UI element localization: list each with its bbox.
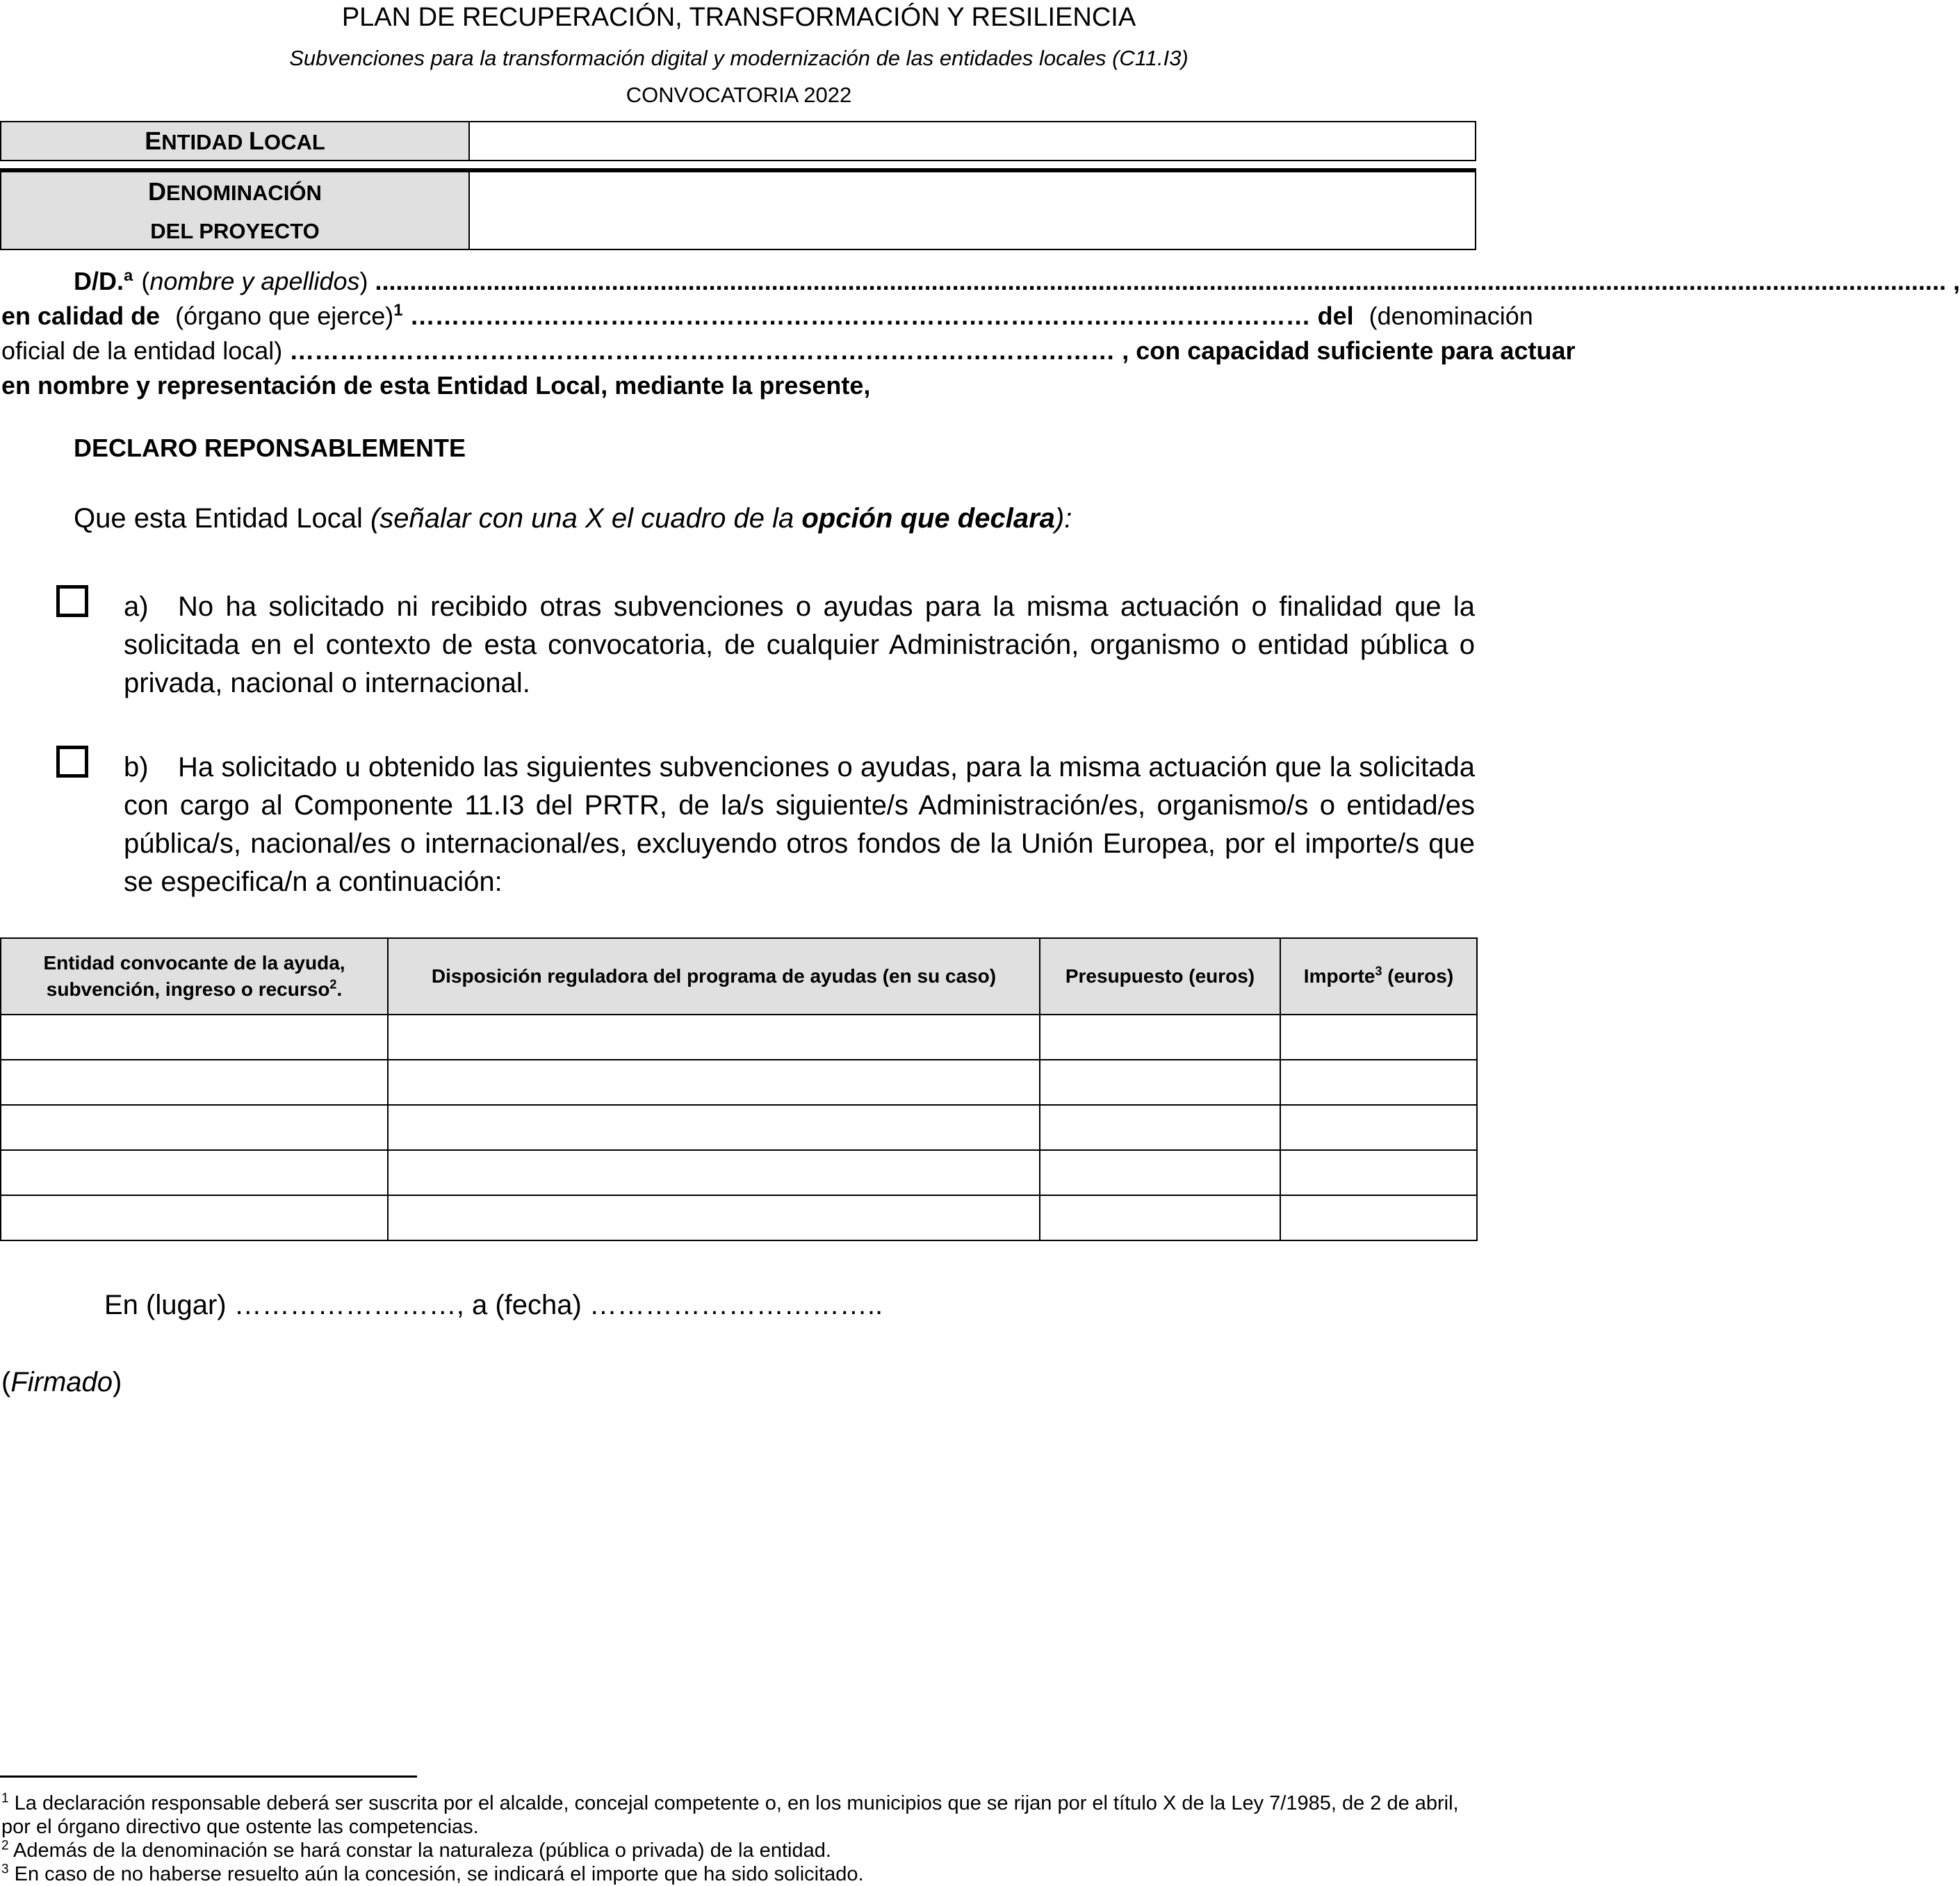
table-cell[interactable] <box>1040 1060 1280 1105</box>
place-date-line[interactable]: En (lugar) ……………………, a (fecha) ………………………….. <box>104 1290 883 1320</box>
table-cell[interactable] <box>1280 1150 1477 1195</box>
table-cell[interactable] <box>1280 1195 1477 1240</box>
table-row <box>1 1105 1477 1150</box>
intro-line-4: en nombre y representación de esta Entidad Local, mediante la presente, <box>1 371 871 400</box>
name-fill-line[interactable]: .................................................................................................................................................................................................................................. <box>375 267 1946 295</box>
column-header-entidad: Entidad convocante de la ayuda, subvención, ingreso o recurso$^2$. <box>1 938 388 1015</box>
table-cell[interactable] <box>388 1015 1040 1060</box>
footnote-separator <box>0 1776 417 1778</box>
table-cell[interactable] <box>1280 1060 1477 1105</box>
intro-line-1: D/D.ª (nombre y apellidos) .................................................................................................................................................................................................................................. , <box>1 264 1475 299</box>
table-row <box>1 1150 1477 1195</box>
table-cell[interactable] <box>1 1195 388 1240</box>
entidad-fill-line[interactable]: ……………………………………………………………………………………… <box>289 336 1116 365</box>
table-header-row <box>1 938 1477 1015</box>
table-cell[interactable] <box>1040 1195 1280 1240</box>
table-cell[interactable] <box>1280 1015 1477 1060</box>
document-title: PLAN DE RECUPERACIÓN, TRANSFORMACIÓN Y RESILIENCIA <box>341 3 1136 32</box>
aid-table <box>0 937 1478 1241</box>
table-cell[interactable] <box>388 1105 1040 1150</box>
option-b-text: b) Ha solicitado u obtenido las siguientes subvenciones o ayudas, para la misma actuación que la solicitada con cargo al Componente 11.I3 del PRTR, de la/s siguiente/s Administración/es, organismo/s o entidad/es pública/s, nacional/es o internacional/es, excluyendo otros fondos de la Unión Europea, por el importe/s que se especifica/n a continuación: <box>124 752 1475 897</box>
entidad-local-label: ENTIDAD LOCAL <box>1 122 470 160</box>
declaro-heading: DECLARO REPONSABLEMENTE <box>74 434 466 462</box>
footnotes <box>1 1791 1475 1886</box>
table-cell[interactable] <box>388 1150 1040 1195</box>
intro-paragraph <box>1 264 1960 403</box>
signature-label: (Firmado) <box>1 1367 122 1397</box>
column-header-presupuesto: Presupuesto (euros) <box>1040 938 1280 1015</box>
convocatoria-label: CONVOCATORIA 2022 <box>626 83 852 107</box>
option-a-text: a) No ha solicitado ni recibido otras subvenciones o ayudas para la misma actuación o finalidad que la solicitada en el contexto de esta convocatoria, de cualquier Administración, organismo o entidad pública o privada, nacional o internacional. <box>124 591 1475 698</box>
table-cell[interactable] <box>1 1015 388 1060</box>
table-cell[interactable] <box>1 1105 388 1150</box>
entidad-local-field[interactable] <box>471 122 1475 160</box>
column-header-importe: Importe$^3$ (euros) <box>1280 938 1477 1015</box>
footnote-2: $^2$ Además de la denominación se hará constar la naturaleza (pública o privada) de la entidad. <box>1 1838 831 1862</box>
table-cell[interactable] <box>1280 1105 1477 1150</box>
footnote-1: $^1$ La declaración responsable deberá ser suscrita por el alcalde, concejal competente o, en los municipios que se rijan por el título X de la Ley 7/1985, de 2 de abril, por el órgano directivo que ostente las competencias. <box>1 1791 1459 1838</box>
table-cell[interactable] <box>1 1150 388 1195</box>
intro-line-3: oficial de la entidad local) ……………………………………………………………………………………… , con capacidad suficiente para actuar <box>1 334 1475 368</box>
table-cell[interactable] <box>1040 1105 1280 1150</box>
denominacion-label: DENOMINACIÓN DEL PROYECTO <box>1 172 470 249</box>
option-a-checkbox[interactable] <box>56 585 88 617</box>
column-header-disposicion: Disposición reguladora del programa de ayudas (en su caso) <box>388 938 1040 1015</box>
table-row <box>1 1060 1477 1105</box>
denominacion-field[interactable] <box>471 174 1475 249</box>
table-cell[interactable] <box>388 1060 1040 1105</box>
table-row <box>1 1015 1477 1060</box>
table-cell[interactable] <box>388 1195 1040 1240</box>
table-cell[interactable] <box>1040 1150 1280 1195</box>
organo-fill-line[interactable]: ……………………………………………………………………………………………… <box>409 302 1311 330</box>
document-subtitle: Subvenciones para la transformación digital y modernización de las entidades locales (C11.I3) <box>289 46 1189 70</box>
table-row <box>1 1195 1477 1240</box>
intro-line-2: en calidad de (órgano que ejerce)$^1$ ……………………………………………………………………………………………… del (denominación <box>1 299 1475 334</box>
footnote-3: $^3$ En caso de no haberse resuelto aún la concesión, se indicará el importe que ha sido solicitado. <box>1 1862 864 1885</box>
que-instruction: Que esta Entidad Local (señalar con una X el cuadro de la opción que declara): <box>74 503 1072 534</box>
option-b-checkbox[interactable] <box>56 746 88 778</box>
table-cell[interactable] <box>1040 1015 1280 1060</box>
table-cell[interactable] <box>1 1060 388 1105</box>
